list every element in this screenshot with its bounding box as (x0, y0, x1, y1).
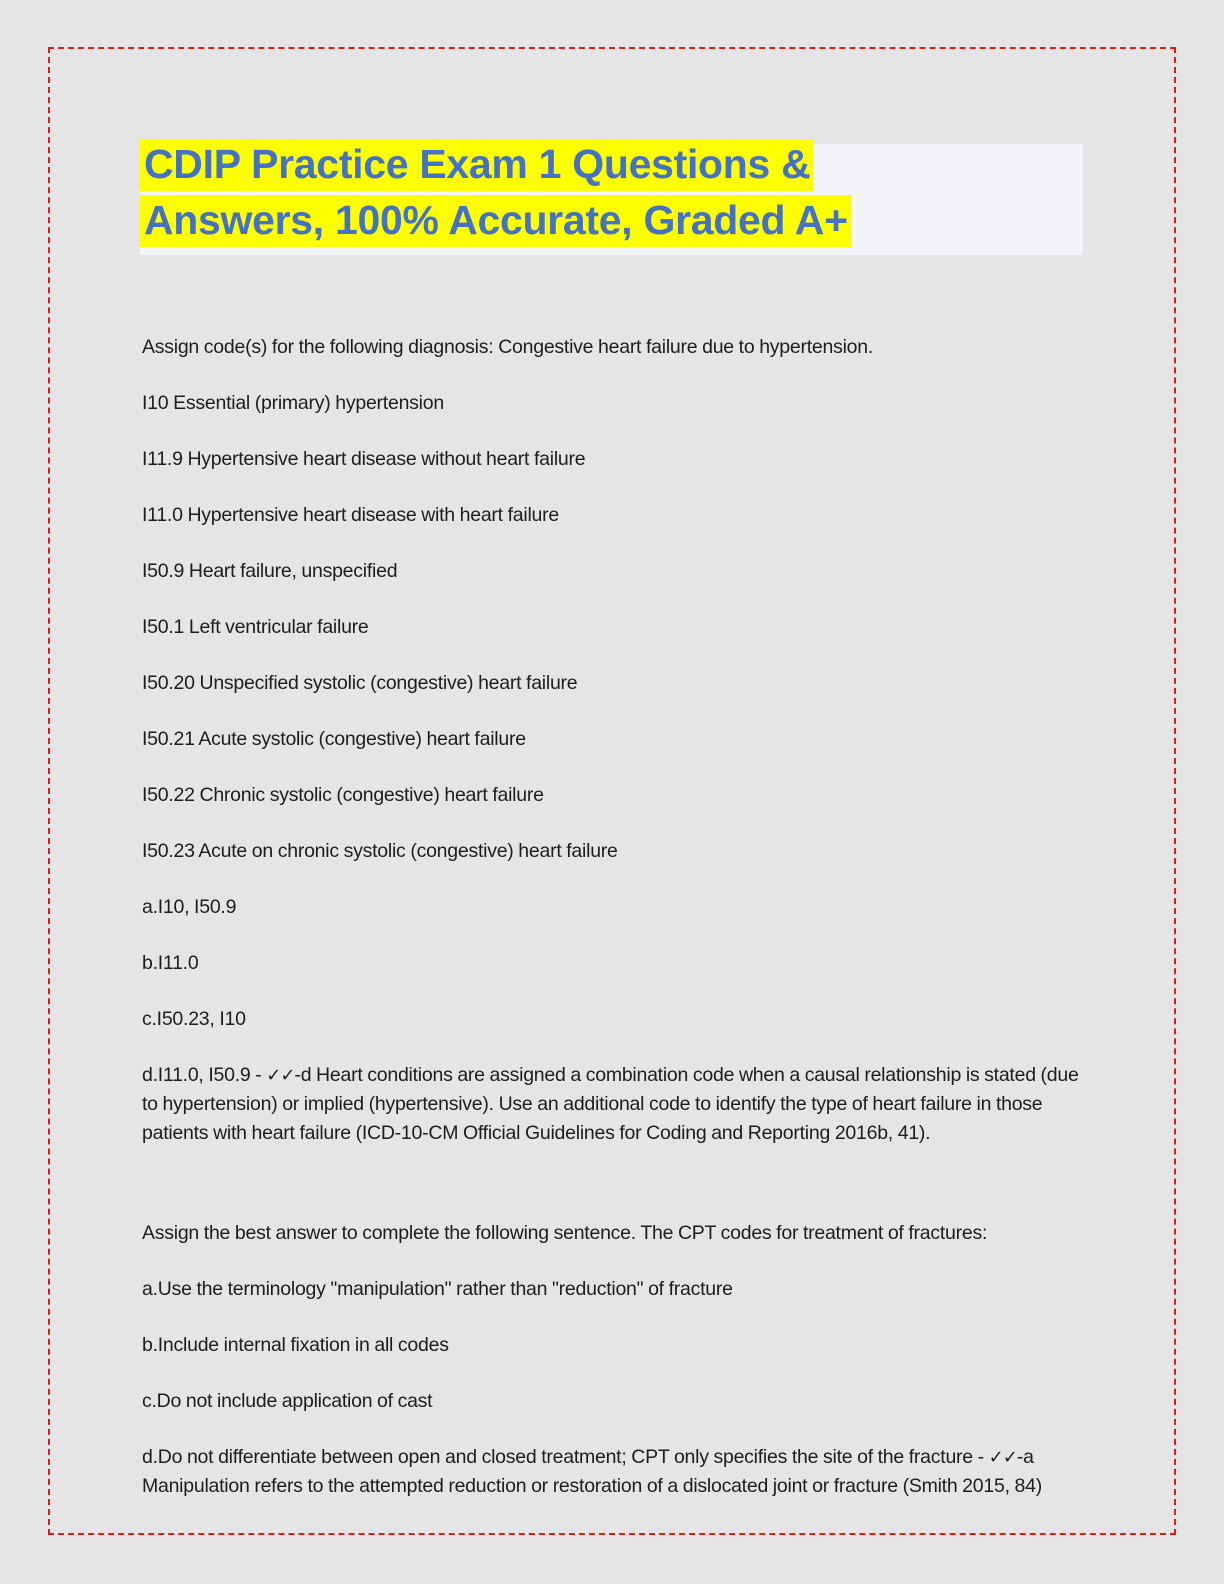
question-2-answer-rationale: -a Manipulation refers to the attempted reduction or restoration of a dislocated joint or fracture (Smith 2015, 84) (142, 1446, 1042, 1497)
question-2-prompt: Assign the best answer to complete the following sentence. The CPT codes for treatment of fractures: (142, 1222, 988, 1244)
question-1-answer-prefix: d.I11.0, I50.9 - (142, 1064, 267, 1086)
question-1-answer (142, 1061, 1082, 1148)
question-2-option-a: a.Use the terminology "manipulation" rather than "reduction" of fracture (142, 1278, 733, 1300)
question-1-code-1: I11.9 Hypertensive heart disease without heart failure (142, 448, 586, 470)
section-spacer (142, 1175, 1082, 1219)
question-1-code-4: I50.1 Left ventricular failure (142, 616, 369, 638)
question-1-answer-rationale: -d Heart conditions are assigned a combination code when a causal relationship is stated (due to hypertension) or implied (hypertensive). Use an additional code to identify the type of heart failure in those patients with heart failure (ICD-10-CM Official Guidelines for Coding and Reporting 2016b, 41). (142, 1064, 1079, 1144)
question-1-code-7: I50.22 Chronic systolic (congestive) heart failure (142, 784, 544, 806)
question-1-option-a: a.I10, I50.9 (142, 896, 237, 918)
page-title-line-1-text: CDIP Practice Exam 1 Questions & (140, 139, 813, 191)
question-1-code-2: I11.0 Hypertensive heart disease with heart failure (142, 504, 559, 526)
question-1-code-8: I50.23 Acute on chronic systolic (congestive) heart failure (142, 840, 618, 862)
check-mark-icon: ✓✓ (266, 1065, 295, 1086)
page-title-line-2-text: Answers, 100% Accurate, Graded A+ (140, 195, 851, 247)
question-2-answer (142, 1443, 1082, 1501)
question-2-answer-prefix: d.Do not differentiate between open and closed treatment; CPT only specifies the site of the fracture - (142, 1446, 989, 1468)
page-title-line-2 (140, 192, 1100, 248)
question-2-option-b: b.Include internal fixation in all codes (142, 1334, 449, 1356)
question-1-prompt: Assign code(s) for the following diagnosis: Congestive heart failure due to hypertension. (142, 336, 874, 358)
question-1-code-6: I50.21 Acute systolic (congestive) heart failure (142, 728, 526, 750)
question-1-option-b: b.I11.0 (142, 952, 199, 974)
check-mark-icon: ✓✓ (988, 1447, 1017, 1468)
question-1-code-3: I50.9 Heart failure, unspecified (142, 560, 398, 582)
question-1-code-5: I50.20 Unspecified systolic (congestive) heart failure (142, 672, 578, 694)
page-title-line-1 (140, 136, 1100, 192)
question-1-option-c: c.I50.23, I10 (142, 1008, 246, 1030)
document-body (142, 333, 1082, 1528)
question-2-option-c: c.Do not include application of cast (142, 1390, 433, 1412)
question-1-code-0: I10 Essential (primary) hypertension (142, 392, 444, 414)
page-title (140, 136, 1100, 248)
